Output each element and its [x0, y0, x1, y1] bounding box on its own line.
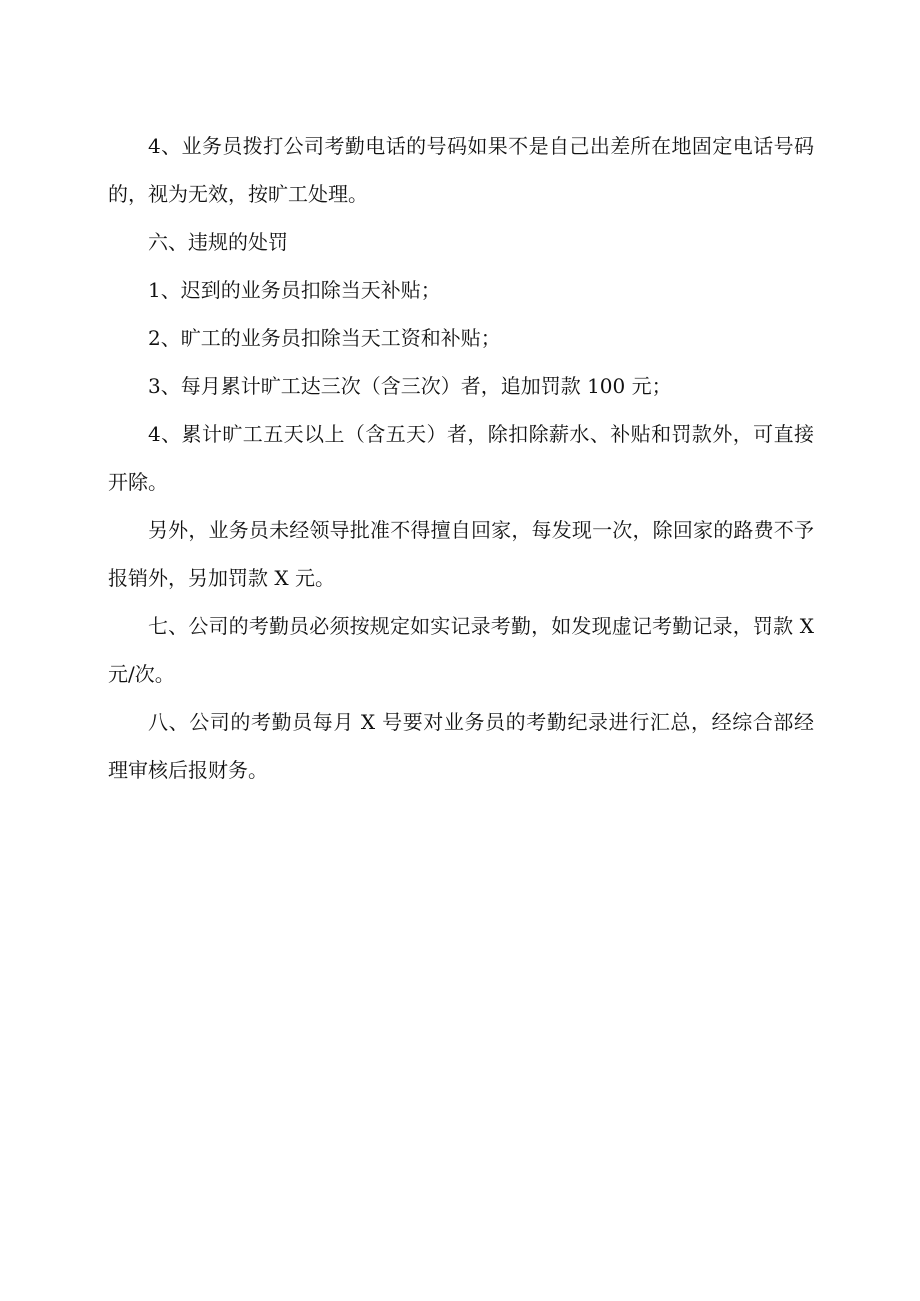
document-body [108, 122, 814, 794]
paragraph-penalty-1: 1、迟到的业务员扣除当天补贴； [148, 278, 441, 302]
section-eight: 八、公司的考勤员每月 X 号要对业务员的考勤纪录进行汇总，经综合部经理审核后报财务。 [108, 710, 814, 782]
paragraph-penalty-2: 2、旷工的业务员扣除当天工资和补贴； [148, 326, 501, 350]
section-seven: 七、公司的考勤员必须按规定如实记录考勤，如发现虚记考勤记录，罚款 X 元/次。 [108, 614, 814, 686]
paragraph-rule-4-phone: 4、业务员拨打公司考勤电话的号码如果不是自己出差所在地固定电话号码的，视为无效，按旷工处理。 [108, 134, 814, 206]
section-heading-penalties: 六、违规的处罚 [148, 230, 288, 254]
paragraph-penalty-4: 4、累计旷工五天以上（含五天）者，除扣除薪水、补贴和罚款外，可直接开除。 [108, 422, 814, 494]
paragraph-penalty-3: 3、每月累计旷工达三次（含三次）者，追加罚款 100 元； [148, 374, 672, 398]
paragraph-additional-rule: 另外，业务员未经领导批准不得擅自回家，每发现一次，除回家的路费不予报销外，另加罚款 X 元。 [108, 518, 814, 590]
